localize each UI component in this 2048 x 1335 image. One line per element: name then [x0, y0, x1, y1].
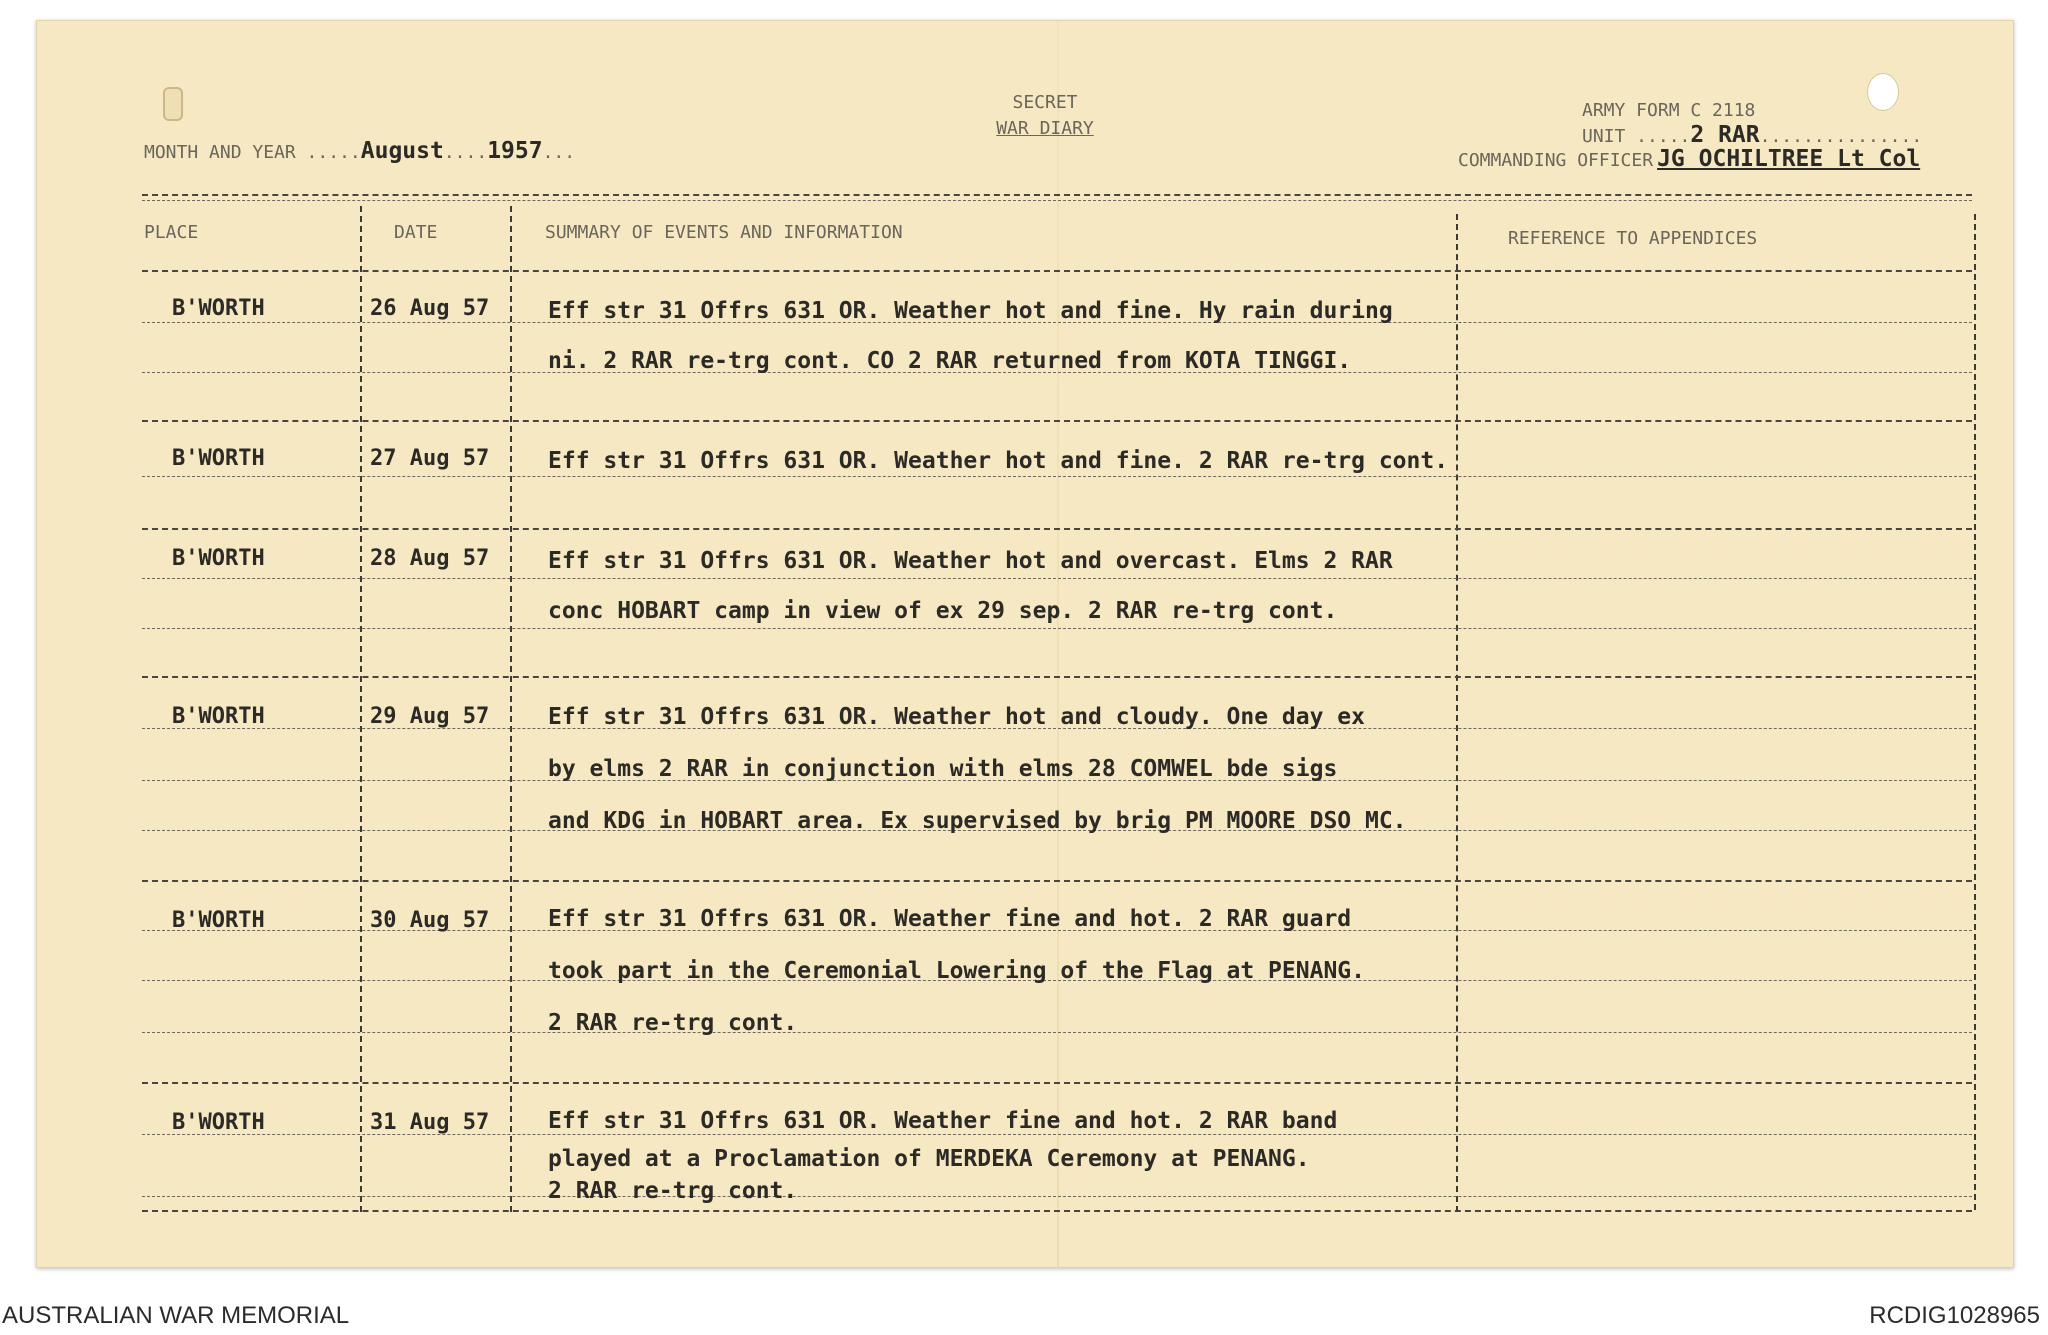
paper-fold	[1057, 21, 1059, 1267]
header-bottom-rule	[142, 270, 1972, 272]
entry-line: Eff str 31 Offrs 631 OR. Weather fine and hot. 2 RAR band	[548, 1108, 1338, 1134]
staple-mark	[163, 87, 183, 121]
entry-line: and KDG in HOBART area. Ex supervised by brig PM MOORE DSO MC.	[548, 808, 1407, 834]
ruled-line	[142, 578, 1972, 579]
entry-place: B'WORTH	[172, 446, 265, 471]
ruled-line	[142, 1032, 1972, 1033]
month-separator: ....	[443, 142, 488, 163]
co-value: JG OCHILTREE Lt Col	[1657, 146, 1921, 172]
year-value: 1957	[487, 138, 543, 164]
secret-heading: SECRET	[1012, 92, 1078, 113]
entry-place: B'WORTH	[172, 296, 265, 321]
entry-separator	[142, 1082, 1972, 1084]
entry-line: Eff str 31 Offrs 631 OR. Weather fine and hot. 2 RAR guard	[548, 906, 1352, 932]
ruled-line	[142, 628, 1972, 629]
entry-place: B'WORTH	[172, 704, 265, 729]
unit-value: 2 RAR	[1690, 122, 1760, 148]
entry-line: by elms 2 RAR in conjunction with elms 28 COMWEL bde sigs	[548, 756, 1338, 782]
entry-line: 2 RAR re-trg cont.	[548, 1178, 798, 1204]
column-divider-summary	[1456, 214, 1458, 1212]
entry-date: 30 Aug 57	[370, 908, 490, 933]
entry-line: played at a Proclamation of MERDEKA Ceremony at PENANG.	[548, 1146, 1310, 1172]
entry-place: B'WORTH	[172, 546, 265, 571]
entry-place: B'WORTH	[172, 1110, 265, 1135]
entry-separator	[142, 880, 1972, 882]
month-value: August	[360, 138, 444, 164]
column-header-date: DATE	[394, 222, 438, 243]
commanding-officer-line	[1458, 146, 1920, 172]
entry-separator	[142, 528, 1972, 530]
unit-label: UNIT .....	[1582, 126, 1691, 147]
column-divider-right	[1974, 214, 1976, 1210]
ruled-line	[142, 1196, 1972, 1197]
table-top-rule-2	[142, 200, 1972, 201]
year-trail: ...	[542, 142, 576, 163]
column-header-place: PLACE	[144, 222, 199, 243]
entry-separator	[142, 420, 1972, 422]
entry-date: 26 Aug 57	[370, 296, 490, 321]
entry-date: 29 Aug 57	[370, 704, 490, 729]
ruled-line	[142, 476, 1972, 477]
table-top-rule	[142, 194, 1972, 196]
entry-line: Eff str 31 Offrs 631 OR. Weather hot and fine. 2 RAR re-trg cont.	[548, 448, 1449, 474]
war-diary-heading: WAR DIARY	[996, 118, 1094, 139]
entry-date: 28 Aug 57	[370, 546, 490, 571]
entry-line: Eff str 31 Offrs 631 OR. Weather hot and cloudy. One day ex	[548, 704, 1365, 730]
entry-line: ni. 2 RAR re-trg cont. CO 2 RAR returned from KOTA TINGGI.	[548, 348, 1352, 374]
entry-line: conc HOBART camp in view of ex 29 sep. 2 RAR re-trg cont.	[548, 598, 1338, 624]
month-year-label: MONTH AND YEAR .....	[144, 142, 361, 163]
column-divider-date	[510, 206, 512, 1212]
column-divider-place	[360, 206, 362, 1212]
footer-reference-id: RCDIG1028965	[1869, 1302, 2040, 1329]
unit-trail: ...............	[1759, 126, 1923, 147]
unit-line	[1582, 122, 1922, 148]
punch-hole	[1867, 73, 1899, 111]
entry-line: took part in the Ceremonial Lowering of the Flag at PENANG.	[548, 958, 1365, 984]
table-bottom-rule	[142, 1210, 1972, 1212]
entry-line: 2 RAR re-trg cont.	[548, 1010, 798, 1036]
month-year-line	[144, 138, 575, 164]
co-label: COMMANDING OFFICER	[1458, 150, 1654, 171]
entry-line: Eff str 31 Offrs 631 OR. Weather hot and overcast. Elms 2 RAR	[548, 548, 1393, 574]
entry-place: B'WORTH	[172, 908, 265, 933]
entry-date: 27 Aug 57	[370, 446, 490, 471]
column-header-summary: SUMMARY OF EVENTS AND INFORMATION	[545, 222, 903, 243]
war-diary-sheet	[36, 20, 2014, 1268]
footer-source: AUSTRALIAN WAR MEMORIAL	[2, 1302, 350, 1329]
entry-separator	[142, 676, 1972, 678]
army-form-number: ARMY FORM C 2118	[1582, 100, 1756, 121]
entry-date: 31 Aug 57	[370, 1110, 490, 1135]
entry-line: Eff str 31 Offrs 631 OR. Weather hot and fine. Hy rain during	[548, 298, 1393, 324]
column-header-reference: REFERENCE TO APPENDICES	[1508, 228, 1758, 249]
